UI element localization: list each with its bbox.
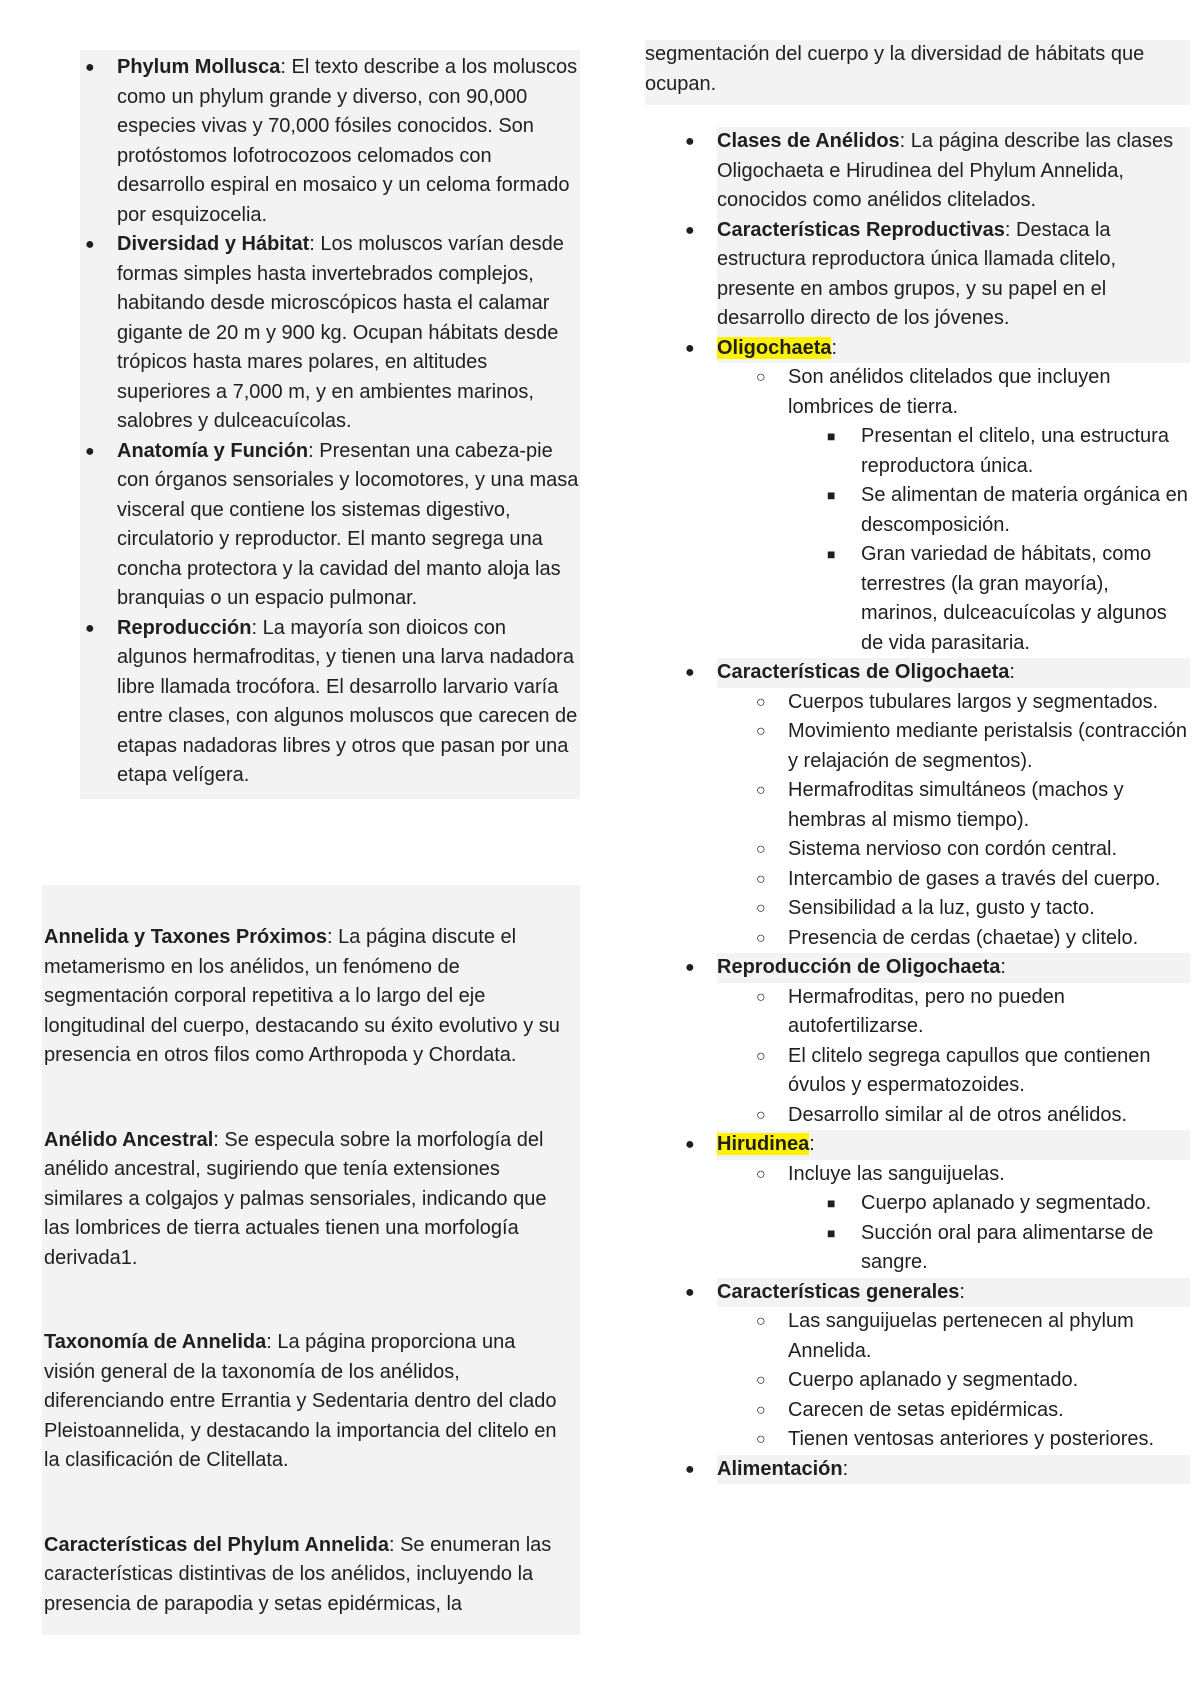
item-text: : <box>831 336 838 359</box>
sub-list-item <box>756 1425 1190 1455</box>
square-bullet-icon: ■ <box>827 1224 836 1241</box>
sub-item-text: Carecen de setas epidérmicas. <box>788 1398 1064 1421</box>
list-item <box>680 1130 1190 1278</box>
sub-list <box>717 983 1190 1131</box>
sub-item-text: Movimiento mediante peristalsis (contracción y relajación de segmentos). <box>788 720 1188 772</box>
list-item-heading <box>717 127 1190 216</box>
sub-list-item <box>756 1101 1190 1131</box>
item-term: Características Reproductivas <box>717 218 1005 241</box>
sub-sub-list <box>788 1189 1190 1278</box>
continuation-text <box>645 40 1190 105</box>
paragraph <box>44 1126 572 1274</box>
sub-list-item <box>756 1366 1190 1396</box>
item-term: Características de Oligochaeta <box>717 661 1010 683</box>
bullet-icon: ● <box>85 442 95 460</box>
sub-list <box>717 688 1190 954</box>
sub-list-item <box>756 776 1190 835</box>
item-text: : Presentan una cabeza-pie con órganos sensoriales y locomotores, y una masa visceral que contiene los sistemas digestivo, circulatorio y reproductor. El manto segrega una concha protectora y la cavidad del manto aloja las branquias o un espacio pulmonar. <box>117 439 579 609</box>
bullet-icon: ● <box>685 1283 695 1301</box>
circle-bullet-icon: ○ <box>756 929 766 947</box>
list-item <box>680 953 1190 1130</box>
bullet-icon: ● <box>685 339 695 357</box>
circle-bullet-icon: ○ <box>756 369 766 386</box>
item-term: Características generales <box>717 1280 960 1303</box>
paragraph-text: : La página proporciona una visión general de la taxonomía de los anélidos, diferenciando entre Errantia y Sedentaria dentro del clado Pleistoannelida, y destacando la importancia del clitelo en la clasificación de Clitellata. <box>44 1331 557 1471</box>
list-item <box>680 658 1190 953</box>
paragraph <box>44 1328 572 1476</box>
paragraph <box>44 1531 572 1620</box>
item-term: Reproducción de Oligochaeta <box>717 956 1001 978</box>
sub-sub-list-item <box>827 1219 1190 1278</box>
sub-list-item <box>756 894 1190 924</box>
sub-list-item <box>756 1396 1190 1426</box>
sub-list-item <box>756 363 1190 658</box>
list-item-heading <box>717 953 1190 983</box>
sub-list <box>717 363 1190 658</box>
right-column <box>645 40 1190 1484</box>
paragraph-text: : Se enumeran las características distintivas de los anélidos, incluyendo la presencia de parapodia y setas epidérmicas, la <box>44 1533 552 1615</box>
bullet-icon: ● <box>685 959 695 976</box>
bullet-icon: ● <box>85 236 95 253</box>
sub-sub-item-text: Se alimentan de materia orgánica en descomposición. <box>861 484 1188 536</box>
item-text: : <box>1000 956 1006 978</box>
bullet-icon: ● <box>685 664 695 681</box>
circle-bullet-icon: ○ <box>756 841 766 858</box>
sub-sub-item-text: Gran variedad de hábitats, como terrestres (la gran mayoría), marinos, dulceacuícolas y algunos de vida parasitaria. <box>861 543 1167 654</box>
list-item-heading <box>717 1278 1190 1308</box>
list-item <box>80 230 580 437</box>
paragraph-term: Anélido Ancestral <box>44 1128 214 1151</box>
item-text: : La página describe las clases Oligochaeta e Hirudinea del Phylum Annelida, conocidos como anélidos clitelados. <box>717 130 1174 211</box>
list-item <box>80 437 580 614</box>
circle-bullet-icon: ○ <box>756 1401 766 1419</box>
paragraph-term: Características del Phylum Annelida <box>44 1533 389 1556</box>
circle-bullet-icon: ○ <box>756 1372 766 1389</box>
sub-item-text: Intercambio de gases a través del cuerpo. <box>788 867 1161 890</box>
sub-list <box>717 1307 1190 1455</box>
bullet-icon: ● <box>85 619 95 637</box>
circle-bullet-icon: ○ <box>756 900 766 917</box>
item-text: : El texto describe a los moluscos como un phylum grande y diverso, con 90,000 especies vivas y 70,000 fósiles conocidos. Son protóstomos lofotrocozoos celomados con desarrollo espiral en mosaico y un celoma formado por esquizocelia. <box>117 56 578 226</box>
mollusca-section <box>80 50 580 799</box>
sub-item-text: Cuerpos tubulares largos y segmentados. <box>788 690 1159 713</box>
sub-item-text: El clitelo segrega capullos que contienen óvulos y espermatozoides. <box>788 1044 1151 1096</box>
sub-sub-list-item <box>827 1189 1190 1219</box>
item-term: Hirudinea <box>717 1133 810 1155</box>
sub-item-text: Tienen ventosas anteriores y posteriores. <box>788 1428 1155 1450</box>
list-item <box>680 1455 1190 1485</box>
list-item-heading <box>717 216 1190 334</box>
item-text: : <box>959 1280 965 1303</box>
item-term: Alimentación <box>717 1457 843 1480</box>
sub-item-text: Desarrollo similar al de otros anélidos. <box>788 1103 1128 1126</box>
sub-item-text: Sensibilidad a la luz, gusto y tacto. <box>788 897 1095 919</box>
circle-bullet-icon: ○ <box>756 693 766 711</box>
circle-bullet-icon: ○ <box>756 1047 766 1065</box>
paragraph-text: : Se especula sobre la morfología del anélido ancestral, sugiriendo que tenía extensiones similares a colgajos y palmas sensoriales, indicando que las lombrices de tierra actuales tienen una morfología derivada1. <box>44 1128 547 1269</box>
sub-item-text: Cuerpo aplanado y segmentado. <box>788 1369 1079 1391</box>
bullet-icon: ● <box>85 59 95 76</box>
circle-bullet-icon: ○ <box>756 1165 766 1183</box>
list-item <box>680 216 1190 334</box>
bullet-icon: ● <box>685 133 695 150</box>
sub-list-item <box>756 1307 1190 1366</box>
sub-sub-list <box>788 422 1190 658</box>
annelida-list <box>680 127 1190 1484</box>
sub-sub-item-text: Succión oral para alimentarse de sangre. <box>861 1221 1154 1273</box>
bullet-icon: ● <box>685 1460 695 1478</box>
sub-sub-item-text: Cuerpo aplanado y segmentado. <box>861 1192 1152 1214</box>
sub-list-item <box>756 835 1190 865</box>
item-term: Oligochaeta <box>717 336 832 359</box>
sub-list-item <box>756 688 1190 718</box>
sub-item-text: Hermafroditas, pero no pueden autofertilizarse. <box>788 985 1065 1037</box>
sub-item-text: Presencia de cerdas (chaetae) y clitelo. <box>788 926 1139 949</box>
paragraph <box>44 923 572 1071</box>
circle-bullet-icon: ○ <box>756 1313 766 1330</box>
paragraph-text: : La página discute el metamerismo en los anélidos, un fenómeno de segmentación corporal repetitiva a lo largo del eje longitudinal del cuerpo, destacando su éxito evolutivo y su presencia en otros filos como Arthropoda y Chordata. <box>44 926 560 1066</box>
sub-list-item <box>756 1042 1190 1101</box>
annelida-section <box>42 885 580 1635</box>
paragraph-term: Annelida y Taxones Próximos <box>44 926 328 948</box>
item-term: Reproducción <box>117 616 252 639</box>
circle-bullet-icon: ○ <box>756 870 766 888</box>
list-item <box>680 334 1190 659</box>
item-text: : <box>809 1133 815 1155</box>
square-bullet-icon: ■ <box>827 1195 836 1211</box>
bullet-icon: ● <box>685 1136 695 1153</box>
circle-bullet-icon: ○ <box>756 782 766 799</box>
item-text: : <box>1009 661 1015 683</box>
list-item <box>680 1278 1190 1455</box>
sub-item-text: Incluye las sanguijuelas. <box>788 1162 1005 1185</box>
item-term: Clases de Anélidos <box>717 130 900 152</box>
sub-item-text: Las sanguijuelas pertenecen al phylum Annelida. <box>788 1310 1134 1362</box>
list-item <box>80 53 580 230</box>
list-item <box>80 614 580 791</box>
list-item-heading <box>717 1130 1190 1160</box>
sub-item-text: Hermafroditas simultáneos (machos y hembras al mismo tiempo). <box>788 779 1124 831</box>
item-text: : <box>842 1457 849 1480</box>
sub-sub-list-item <box>827 422 1190 481</box>
bullet-icon: ● <box>685 221 695 239</box>
item-term: Anatomía y Función <box>117 439 309 462</box>
circle-bullet-icon: ○ <box>756 723 766 740</box>
sub-sub-list-item <box>827 481 1190 540</box>
circle-bullet-icon: ○ <box>756 988 766 1006</box>
sub-sub-list-item <box>827 540 1190 658</box>
list-item-heading <box>717 1455 1190 1485</box>
list-item <box>680 127 1190 216</box>
sub-item-text: Son anélidos clitelados que incluyen lombrices de tierra. <box>788 366 1111 418</box>
sub-sub-item-text: Presentan el clitelo, una estructura reproductora única. <box>861 425 1169 477</box>
square-bullet-icon: ■ <box>827 428 836 444</box>
item-term: Diversidad y Hábitat <box>117 233 310 255</box>
list-item-heading <box>717 334 1190 364</box>
sub-list-item <box>756 1160 1190 1278</box>
sub-list <box>717 1160 1190 1278</box>
paragraph-term: Taxonomía de Annelida <box>44 1331 267 1353</box>
item-text: : La mayoría son dioicos con algunos hermafroditas, y tienen una larva nadadora libre llamada trocófora. El desarrollo larvario varía entre clases, con algunos moluscos que carecen de etapas nadadoras libres y otros que pasan por una etapa velígera. <box>117 616 578 786</box>
mollusca-list <box>80 53 580 791</box>
sub-list-item <box>756 717 1190 776</box>
sub-item-text: Sistema nervioso con cordón central. <box>788 838 1118 860</box>
square-bullet-icon: ■ <box>827 487 836 503</box>
sub-list-item <box>756 983 1190 1042</box>
item-text: : Los moluscos varían desde formas simples hasta invertebrados complejos, habitando desde microscópicos hasta el calamar gigante de 20 m y 900 kg. Ocupan hábitats desde trópicos hasta mares polares, en altitudes superiores a 7,000 m, y en ambientes marinos, salobres y dulceacuícolas. <box>117 233 564 432</box>
circle-bullet-icon: ○ <box>756 1106 766 1124</box>
continuation-span: segmentación del cuerpo y la diversidad de hábitats que ocupan. <box>645 43 1145 95</box>
sub-list-item <box>756 924 1190 954</box>
list-item-heading <box>717 658 1190 688</box>
item-text: : Destaca la estructura reproductora única llamada clitelo, presente en ambos grupos, y su papel en el desarrollo directo de los jóvenes. <box>717 218 1117 329</box>
item-term: Phylum Mollusca <box>117 56 281 78</box>
square-bullet-icon: ■ <box>827 546 836 562</box>
sub-list-item <box>756 865 1190 895</box>
circle-bullet-icon: ○ <box>756 1431 766 1448</box>
